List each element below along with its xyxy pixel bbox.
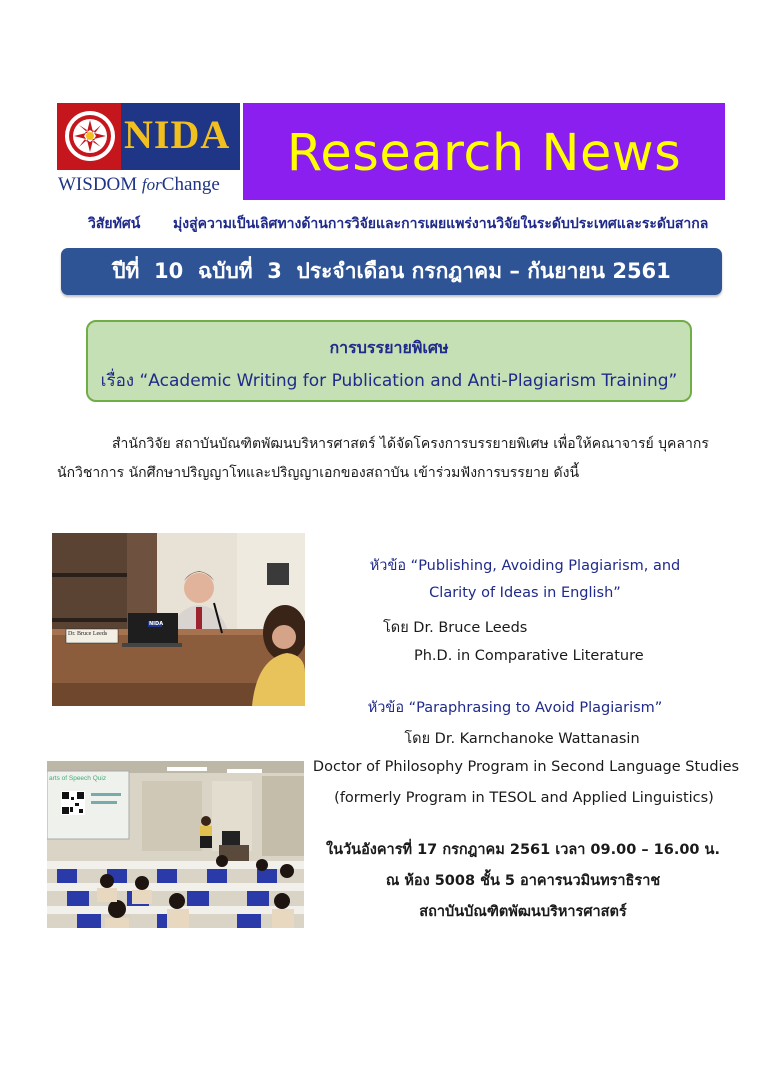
intro-line-1: สำนักวิจัย สถาบันบัณฑิตพัฒนบริหารศาสตร์ ได้จัดโครงการบรรยายพิเศษ เพื่อให้คณาจารย์ บุคลากร (112, 436, 709, 452)
laptop-label: NIDA (149, 621, 164, 627)
nida-logo-text: NIDA (124, 112, 231, 157)
topic-1-line-2: Clarity of Ideas in English” (429, 585, 621, 601)
topic-2-credential-line-1: Doctor of Philosophy Program in Second Language Studies (312, 759, 740, 775)
slogan-change: Change (161, 174, 220, 195)
title-banner (243, 103, 725, 200)
issue-bar (61, 248, 722, 295)
photo-audience (47, 761, 304, 928)
schedule-room: ณ ห้อง 5008 ชั้น 5 อาคารนวมินทราธิราช (385, 873, 661, 889)
nameplate-text: Dr. Bruce Leeds (68, 631, 108, 637)
lecture-heading: การบรรยายพิเศษ (329, 338, 449, 357)
slide-text: arts of Speech Quiz (49, 775, 107, 782)
topic-1-line-1: หัวข้อ “Publishing, Avoiding Plagiarism, and (369, 558, 681, 574)
photo-lecturer (52, 533, 305, 706)
nida-slogan (58, 174, 220, 196)
issue-text: ปีที่ 10 ฉบับที่ 3 ประจำเดือน กรกฎาคม – กันยายน 2561 (112, 259, 671, 283)
topic-2-credential-line-2: (formerly Program in TESOL and Applied Linguistics) (334, 790, 714, 806)
schedule-date: ในวันอังคารที่ 17 กรกฎาคม 2561 เวลา 09.00 – 16.00 น. (326, 842, 720, 858)
slogan-wisdom: WISDOM (58, 174, 138, 195)
vision-text: มุ่งสู่ความเป็นเลิศทางด้านการวิจัยและการเผยแพร่งานวิจัยในระดับประเทศและระดับสากล (173, 216, 709, 232)
schedule-institute: สถาบันบัณฑิตพัฒนบริหารศาสตร์ (419, 904, 627, 920)
topic-1-credential: Ph.D. in Comparative Literature (414, 648, 644, 664)
topic-1-speaker: โดย Dr. Bruce Leeds (383, 620, 528, 636)
topic-2-speaker: โดย Dr. Karnchanoke Wattanasin (404, 731, 640, 747)
lecture-title: เรื่อง “Academic Writing for Publication and Anti-Plagiarism Training” (100, 371, 678, 391)
page-title: Research News (286, 124, 682, 183)
intro-line-2: นักวิชาการ นักศึกษาปริญญาโทและปริญญาเอกของสถาบัน เข้าร่วมฟังการบรรยาย ดังนี้ (57, 465, 580, 481)
lecture-box (86, 320, 692, 402)
vision-label: วิสัยทัศน์ (88, 216, 141, 232)
nida-seal-icon (63, 108, 117, 164)
topic-2-line-1: หัวข้อ “Paraphrasing to Avoid Plagiarism” (367, 700, 663, 716)
slogan-for: for (141, 175, 162, 194)
